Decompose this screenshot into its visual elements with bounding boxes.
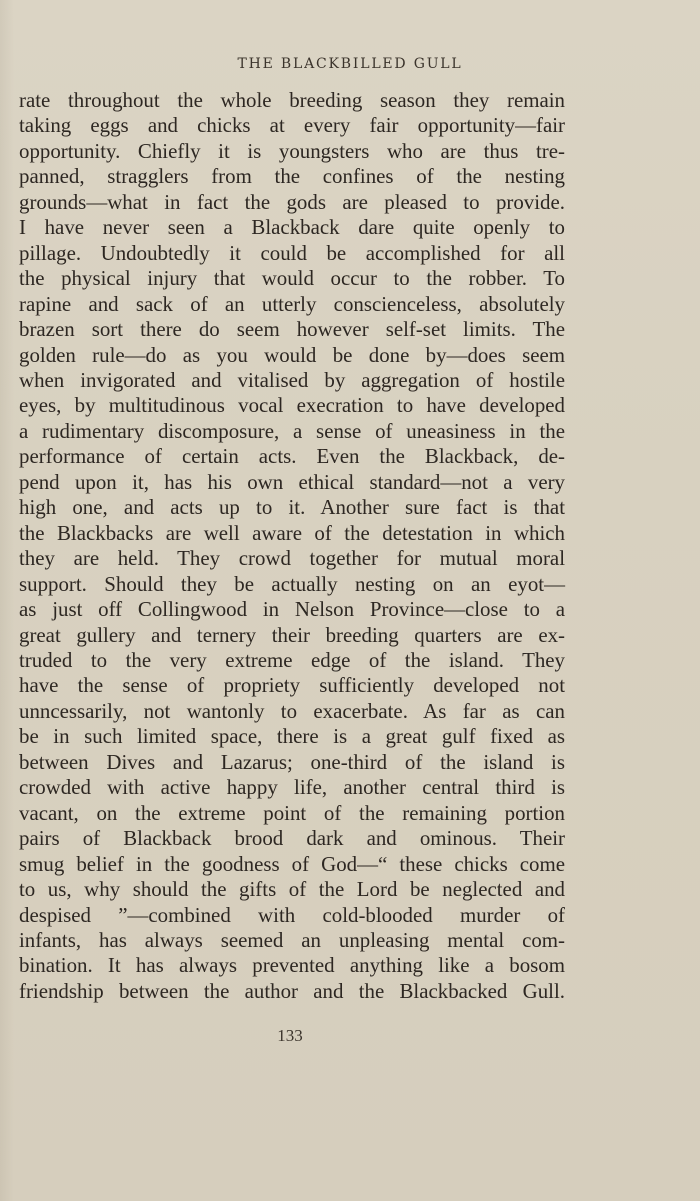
text-line: taking eggs and chicks at every fair opportunity—fair xyxy=(19,113,565,138)
text-line: despised ”—combined with cold-blooded murder of xyxy=(19,902,565,927)
text-line: when invigorated and vitalised by aggregation of hostile xyxy=(19,367,565,392)
text-line: eyes, by multitudinous vocal execration to have developed xyxy=(19,393,565,418)
text-line: vacant, on the extreme point of the remaining portion xyxy=(19,800,565,825)
page-number: 133 xyxy=(277,1026,303,1045)
text-line: pairs of Blackback brood dark and ominous. Their xyxy=(19,826,565,851)
text-line: pend upon it, has his own ethical standard—not a very xyxy=(19,469,565,494)
text-line: great gullery and ternery their breeding quarters are ex- xyxy=(19,622,565,647)
text-line: crowded with active happy life, another central third is xyxy=(19,775,565,800)
text-line: between Dives and Lazarus; one-third of the island is xyxy=(19,749,565,774)
text-line: unncessarily, not wantonly to exacerbate. As far as can xyxy=(19,698,565,723)
running-head: THE BLACKBILLED GULL xyxy=(237,56,463,72)
text-line: rate throughout the whole breeding season they remain xyxy=(19,88,565,112)
text-line: pillage. Undoubtedly it could be accomplished for all xyxy=(19,240,565,265)
text-line: the physical injury that would occur to the robber. To xyxy=(19,266,565,291)
text-line: support. Should they be actually nesting on an eyot— xyxy=(19,571,565,596)
text-line: high one, and acts up to it. Another sure fact is that xyxy=(19,495,565,520)
text-line: friendship between the author and the Blackbacked Gull. xyxy=(19,978,565,1003)
text-line: they are held. They crowd together for mutual moral xyxy=(19,546,565,571)
text-line: rapine and sack of an utterly conscienceless, absolutely xyxy=(19,291,565,316)
text-line: grounds—what in fact the gods are pleased to provide. xyxy=(19,189,565,214)
text-line: bination. It has always prevented anything like a bosom xyxy=(19,953,565,978)
text-line: I have never seen a Blackback dare quite openly to xyxy=(19,215,565,240)
text-line: the Blackbacks are well aware of the detestation in which xyxy=(19,520,565,545)
text-line: opportunity. Chiefly it is youngsters who are thus tre- xyxy=(19,138,565,163)
text-line: panned, stragglers from the confines of the nesting xyxy=(19,164,565,189)
text-line: brazen sort there do seem however self-set limits. The xyxy=(19,317,565,342)
text-line: have the sense of propriety sufficiently developed not xyxy=(19,673,565,698)
text-line: smug belief in the goodness of God—“ these chicks come xyxy=(19,851,565,876)
text-line: be in such limited space, there is a great gulf fixed as xyxy=(19,724,565,749)
text-line: truded to the very extreme edge of the island. They xyxy=(19,647,565,672)
text-line: as just off Collingwood in Nelson Province—close to a xyxy=(19,597,565,622)
text-line: performance of certain acts. Even the Blackback, de- xyxy=(19,444,565,469)
body-text xyxy=(19,88,565,1004)
text-line: golden rule—do as you would be done by—does seem xyxy=(19,342,565,367)
text-line: to us, why should the gifts of the Lord be neglected and xyxy=(19,877,565,902)
text-line: infants, has always seemed an unpleasing mental com- xyxy=(19,927,565,952)
text-line: a rudimentary discomposure, a sense of uneasiness in the xyxy=(19,418,565,443)
